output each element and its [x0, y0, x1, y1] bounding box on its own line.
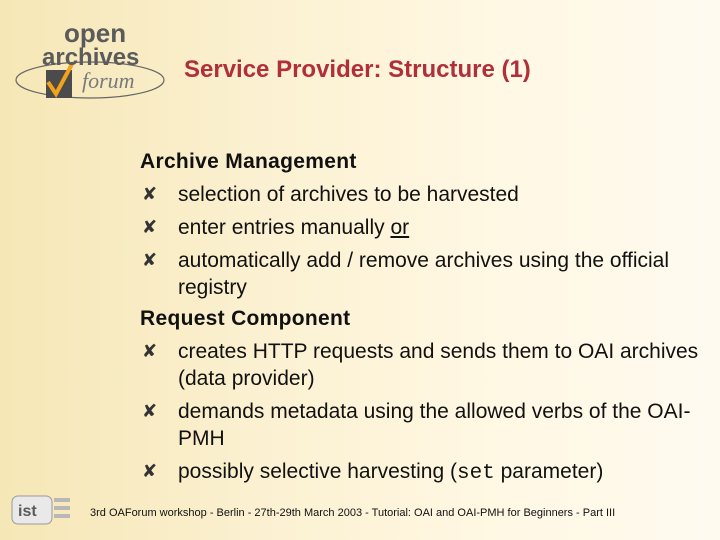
- cross-bullet-icon: ✘: [142, 217, 158, 237]
- bullet-text-end: parameter): [494, 460, 604, 483]
- bullet-item: [140, 398, 715, 452]
- bullet-text: selection of archives to be harvested: [178, 183, 519, 206]
- bullet-item: [140, 181, 715, 208]
- footer-text: 3rd OAForum workshop - Berlin - 27th-29th March 2003 - Tutorial: OAI and OAI-PMH for Beginners - Part III: [90, 507, 616, 519]
- logo-text-open: open: [64, 18, 127, 48]
- slide-content: [140, 144, 715, 487]
- ist-logo: [6, 490, 76, 534]
- open-archives-forum-logo: [12, 12, 182, 104]
- underlined-word: or: [390, 216, 410, 239]
- bullet-item: [140, 214, 715, 241]
- bullet-text: automatically add / remove archives using the official registry: [178, 249, 670, 299]
- bullet-item: [140, 458, 715, 487]
- cross-bullet-icon: ✘: [142, 341, 158, 361]
- bullet-text: creates HTTP requests and sends them to OAI archives (data provider): [178, 340, 699, 390]
- section-heading-archive-management: Archive Management: [140, 150, 357, 173]
- bullet-item: [140, 247, 715, 301]
- cross-bullet-icon: ✘: [142, 461, 158, 481]
- bullet-text: enter entries manually: [178, 216, 391, 239]
- ist-logo-text: ist: [18, 503, 37, 520]
- ist-logo-graphic: [6, 490, 76, 534]
- logo-text-archives: archives: [42, 44, 140, 71]
- cross-bullet-icon: ✘: [142, 401, 158, 421]
- code-term: set: [456, 462, 495, 485]
- cross-bullet-icon: ✘: [142, 184, 158, 204]
- cross-bullet-icon: ✘: [142, 250, 158, 270]
- slide-title: Service Provider: Structure (1): [184, 56, 531, 83]
- bullet-text: possibly selective harvesting (: [178, 460, 457, 483]
- bullet-item: [140, 338, 715, 392]
- logo-text-forum: forum: [82, 68, 135, 93]
- section-heading-request-component: Request Component: [140, 307, 351, 330]
- bullet-text: demands metadata using the allowed verbs of the OAI-PMH: [178, 400, 691, 450]
